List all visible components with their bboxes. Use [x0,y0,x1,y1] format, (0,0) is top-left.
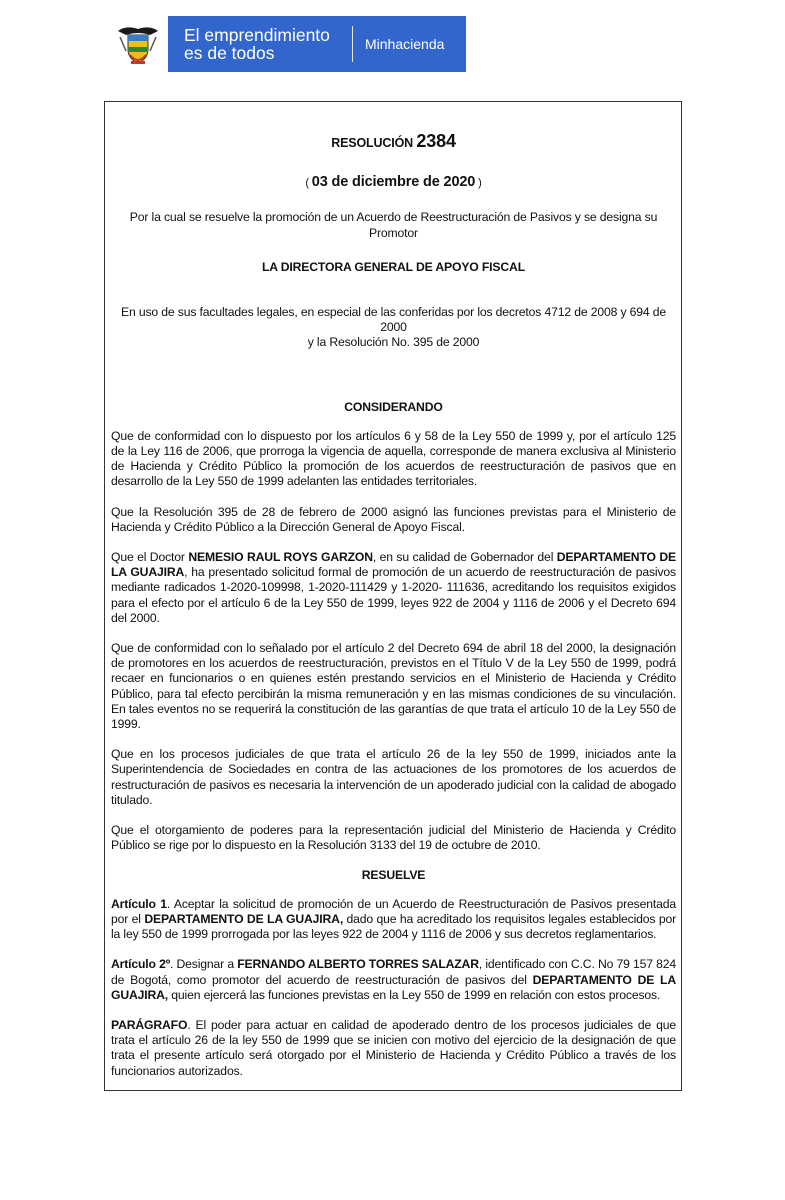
resolution-date [111,175,676,191]
paragrafo [111,1018,676,1079]
article-1 [111,897,676,943]
considerando-paragraph: Que la Resolución 395 de 28 de febrero de 2000 asignó las funciones previstas para el Ministerio de Hacienda y Crédito Público a la Dirección General de Apoyo Fiscal. [111,504,676,534]
considerando-paragraph: Que el otorgamiento de poderes para la representación judicial del Ministerio de Hacienda y Crédito Público se rige por lo dispuesto en la Resolución 3133 del 19 de octubre de 2010. [111,823,676,853]
header-banner [108,16,466,72]
banner-tagline [184,26,344,62]
resolution-title [111,131,676,151]
date-paren-open: ( [305,177,309,190]
department-name: DEPARTAMENTO DE LA GUAJIRA, [144,911,344,926]
text-run: . El poder para actuar en calidad de apoderado dentro de los procesos judiciales de que trata el artículo 26 de la ley 550 de 1999 que se inicien con motivo del ejercicio de la designación de que trata el presente artículo será otorgado por el Ministerio de Hacienda y Crédito Público a través de los funcionarios autorizados. [111,1017,676,1078]
considerando-paragraph: Que en los procesos judiciales de que trata el artículo 26 de la ley 550 de 1999, iniciados ante la Superintendencia de Sociedades en contra de las actuaciones de los promotores de los acuerdos de restructuración de pasivos es necesaria la intervención de un apoderado judicial con la calidad de abogado titulado. [111,747,676,807]
text-run: quien ejercerá las funciones previstas en la Ley 550 de 1999 en relación con estos procesos. [168,987,661,1002]
resolution-number: 2384 [416,131,456,151]
tagline-line-2: es de todos [184,43,275,63]
text-run: . Designar a [170,957,238,972]
coat-of-arms-icon [108,16,168,72]
resolution-date-value: 03 de diciembre de 2020 [311,174,476,191]
resuelve-heading: RESUELVE [361,867,426,882]
authority-statement [111,305,676,351]
text-run: , identificado con C.C. No 79 157 824 de Bogotá, como promotor del acuerdo de reestructuración de pasivos del [111,957,677,987]
department-name: DEPARTAMENTO DE LA GUAJIRA, [111,972,676,1002]
governor-name: NEMESIO RAUL ROYS GARZON [188,550,373,565]
authority-line-2: y la Resolución No. 395 de 2000 [307,335,480,350]
considerando-heading: CONSIDERANDO [344,399,443,414]
considerando-paragraph: Que de conformidad con lo dispuesto por los artículos 6 y 58 de la Ley 550 de 1999 y, por el artículo 125 de la Ley 116 de 2006, que prorroga la vigencia de aquella, corresponde de manera exclusiva al Ministerio de Hacienda y Crédito Público la promoción de los acuerdos de reestructuración de pasivos que en desarrollo de la Ley 550 de 1999 adelanten las entidades territoriales. [111,428,676,489]
resolution-subject: Por la cual se resuelve la promoción de un Acuerdo de Reestructuración de Pasivos y se designa su Promotor [129,210,658,240]
considerando-paragraph: Que de conformidad con lo señalado por el artículo 2 del Decreto 694 de abril 18 del 2000, la designación de promotores en los acuerdos de reestructuración, previstos en el Título V de la Ley 550 de 1999, podrá recaer en funcionarios o en quienes estén prestando servicios en el Ministerio de Hacienda y Crédito Público, para tal efecto percibirán la misma remuneración y en las mismas condiciones de su vinculación. En tales eventos no se requerirá la constitución de las garantías de que trata el artículo 10 de la Ley 550 de 1999. [111,641,676,732]
text-run: , ha presentado solicitud formal de promoción de un acuerdo de reestructuración de pasivos mediante radicados 1-2020-109998, 1-2020-111429 y 1-2020- 111636, acreditando los requisitos exigidos para el efecto por el artículo 6 de la Ley 550 de 1999, leyes 922 de 2004 y 1116 de 2006 y el Decreto 694 del 2000. [111,565,676,625]
article-2 [111,957,676,1003]
promoter-name: FERNANDO ALBERTO TORRES SALAZAR [237,957,479,972]
text-run: Que el Doctor [111,550,189,565]
considerando-paragraph [111,550,676,626]
tagline-line-1: El emprendimiento [184,25,330,45]
document-body [111,101,676,1079]
paragrafo-label: PARÁGRAFO [111,1017,188,1032]
date-paren-close: ) [478,177,482,190]
resolution-label: RESOLUCIÓN [331,136,414,150]
issuer-title: LA DIRECTORA GENERAL DE APOYO FISCAL [262,259,525,274]
text-run: dado que ha acreditado los requisitos legales establecidos por la ley 550 de 1999 prorrogada por las leyes 922 de 2004 y 1116 de 2006 y sus decretos reglamentarios. [111,911,677,942]
article-label: Artículo 1 [111,896,167,911]
department-name: DEPARTAMENTO DE LA GUAJIRA [111,550,676,580]
authority-line-1: En uso de sus facultades legales, en especial de las conferidas por los decretos 4712 de 2008 y 694 de 2000 [120,305,667,335]
ministry-name: Minhacienda [365,36,445,52]
text-run: . Aceptar la solicitud de promoción de un Acuerdo de Reestructuración de Pasivos presentada por el [111,896,676,926]
banner-divider [352,26,353,62]
text-run: , en su calidad de Gobernador del [372,550,557,565]
article-label: Artículo 2º [111,957,171,972]
